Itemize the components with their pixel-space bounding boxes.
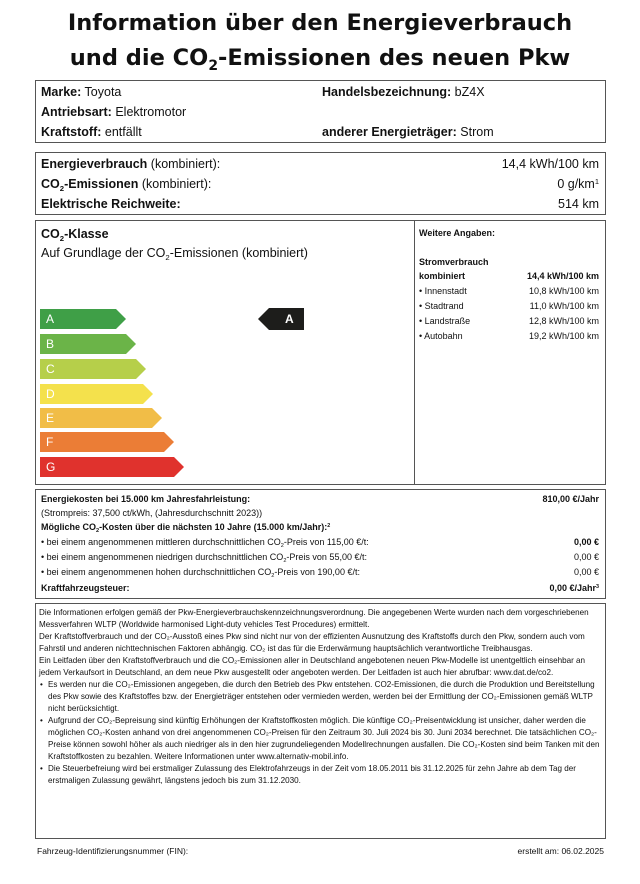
antriebsart-row: Antriebsart: Elektromotor [41, 105, 187, 119]
autobahn-value: 19,2 kWh/100 km [528, 331, 599, 341]
co2-kosten-heading: Mögliche $CO_2$-Kosten über die nächsten 10 Jahre (15.000 km/Jahr):$^2$ [41, 522, 331, 534]
scenario-hoch-label: • bei einem angenommenen hohen durchschnittlichen $CO_2$-Preis von 190,00 €/t: [41, 567, 360, 579]
legal-paragraph-3: Ein Leitfaden über den Kraftstoffverbrauch und die CO₂-Emissionen aller in Deutschland angebotenen neuen Pkw-Modelle ist unentgeltlich einsehbar an jedem Verkaufsort in Deutschland, an dem neue Pkw ausgestellt oder angeboten werden. Der Leitfaden ist auch hier abrufbar: www.dat.de/co2. [39, 656, 586, 677]
erstellt-date: erstellt am: 06.02.2025 [517, 846, 604, 856]
stromverbrauch-value: 14,4 kWh/100 km [526, 271, 599, 281]
legal-paragraph-1: Die Informationen erfolgen gemäß der Pkw-Energieverbrauchskennzeichnungsverordnung. Die angegebenen Werte wurden nach dem vorgeschriebenen Messverfahren WLTP (Worldwide harmonised Light-duty vehicles Test Procedures) ermittelt. [39, 608, 589, 629]
current-class-pointer: A [258, 308, 304, 330]
co2-class-heading: $CO_2$-Klasse [41, 227, 109, 243]
weitere-angaben-heading: Weitere Angaben: [419, 228, 496, 238]
energietraeger-row: anderer Energieträger: Strom [322, 125, 494, 139]
scenario-mittel-label: • bei einem angenommenen mittleren durchschnittlichen $CO_2$-Preis von 115,00 €/t: [41, 537, 369, 549]
kfz-steuer-label: Kraftfahrzeugsteuer: [41, 583, 130, 593]
scenario-niedrig-label: • bei einem angenommenen niedrigen durchschnittlichen $CO_2$-Preis von 55,00 €/t: [41, 552, 367, 564]
title-line-1: Information über den Energieverbrauch [67, 10, 573, 36]
class-bar-g-shape [40, 457, 184, 477]
co2-emissionen-label: $CO_2$-Emissionen (kombiniert): [41, 177, 212, 193]
stadtrand-label: • Stadtrand [419, 301, 464, 311]
consumption-box [35, 152, 606, 215]
energiekosten-label: Energiekosten bei 15.000 km Jahresfahrleistung: [41, 494, 251, 504]
co2-emissionen-value: 0 $g/km^1$ [557, 177, 599, 191]
class-bar-g: G [40, 457, 184, 477]
marke-row: Marke: Toyota [41, 85, 122, 99]
stromverbrauch-label-2: kombiniert [419, 271, 466, 281]
kraftstoff-row: Kraftstoff: entfällt [41, 125, 142, 139]
stadtrand-value: 11,0 kWh/100 km [529, 301, 599, 311]
scenario-hoch-value: 0,00 € [573, 567, 599, 577]
energieverbrauch-label: Energieverbrauch (kombiniert): [41, 157, 221, 171]
class-bar-b: B [40, 334, 136, 354]
legal-notes-box [35, 603, 606, 839]
class-bar-c: C [40, 359, 146, 379]
reichweite-value: 514 km [558, 197, 599, 211]
footnote-2: • Aufgrund der CO₂-Bepreisung sind künftig Erhöhungen der Kraftstoffkosten möglich. Die künftige CO₂-Preisentwicklung ist unsicher, daher werden die möglichen CO₂-Kosten anhand von drei angenommenen CO₂-Preisen für den Zeitraum 30. Juli 2024 bis 30. Juni 2034 berechnet. Die tatsächlichen CO₂-Preise können sowohl höher als auch niedriger als in den hier zugrundeliegenden Modellrechnungen ausfallen. Die CO₂-Kosten sind beim Tanken mit den Kraftstoffkosten zu bezahlen. Weitere Informationen unter www.alternativ-mobil.info. [39, 715, 602, 763]
costs-box [35, 489, 606, 599]
page-title [0, 6, 640, 79]
strompreis-note: (Strompreis: 37,500 ct/kWh, (Jahresdurchschnitt 2023)) [41, 508, 263, 518]
class-bar-e: E [40, 408, 162, 428]
legal-paragraph-2: Der Kraftstoffverbrauch und der CO₂-Ausstoß eines Pkw sind nicht nur von der effizienten Ausnutzung des Kraftstoffs durch den Pkw, sondern auch vom Fahrstil und anderen nichttechnischen Faktoren abhängig. CO₂ ist das für die Erderwärmung hauptsächlich verantwortliche Treibhausgas. [39, 632, 585, 653]
class-bar-d: D [40, 384, 153, 404]
stromverbrauch-label-1: Stromverbrauch [419, 257, 489, 267]
footnote-1: • Es werden nur die CO₂-Emissionen angegeben, die durch den Betrieb des Pkw entstehen. CO2-Emissionen, die durch die Produktion und Bereitstellung des Pkw sowie des Kraftstoffes bzw. der Energieträger entstehen oder vermieden werden, werden bei der Ermittlung der CO₂-Emissionen gemäß WLTP nicht berücksichtigt. [39, 679, 602, 715]
autobahn-label: • Autobahn [419, 331, 463, 341]
class-bar-f: F [40, 432, 174, 452]
scenario-niedrig-value: 0,00 € [573, 552, 599, 562]
title-line-2: und die $CO_2$-Emissionen des neuen Pkw [69, 45, 571, 74]
vehicle-info-box [35, 80, 606, 143]
class-bar-f-shape [40, 432, 174, 452]
landstrasse-value: 12,8 kWh/100 km [528, 316, 599, 326]
landstrasse-label: • Landstraße [419, 316, 471, 326]
footnote-3: • Die Steuerbefreiung wird bei erstmaliger Zulassung des Elektrofahrzeugs in der Zeit vom 18.05.2011 bis 31.12.2025 für zehn Jahre ab dem Tag der erstmaligen Zulassung gewährt, längstens jedoch bis zum 31.12.2030. [39, 763, 602, 787]
class-bar-d-shape [40, 384, 153, 404]
reichweite-label: Elektrische Reichweite: [41, 197, 181, 211]
class-bar-e-shape [40, 408, 162, 428]
kfz-steuer-value: 0,00 €/Jahr$^3$ [549, 583, 599, 593]
co2-class-basis: Auf Grundlage der $CO_2$-Emissionen (kombiniert) [41, 246, 308, 262]
scenario-mittel-value: 0,00 € [573, 537, 599, 547]
energieverbrauch-value: 14,4 kWh/100 km [501, 157, 599, 171]
innenstadt-value: 10,8 kWh/100 km [528, 286, 599, 296]
co2-class-divider [414, 221, 415, 484]
fin-label: Fahrzeug-Identifizierungsnummer (FIN): [37, 846, 189, 856]
energiekosten-value: 810,00 €/Jahr [542, 494, 599, 504]
class-bar-a: A [40, 309, 126, 329]
handelsbezeichnung-row: Handelsbezeichnung: bZ4X [322, 85, 485, 99]
innenstadt-label: • Innenstadt [419, 286, 467, 296]
co2-class-box [35, 220, 606, 485]
current-class-pointer-shape [258, 308, 304, 330]
class-bar-c-shape [40, 359, 146, 379]
class-bar-b-shape [40, 334, 136, 354]
